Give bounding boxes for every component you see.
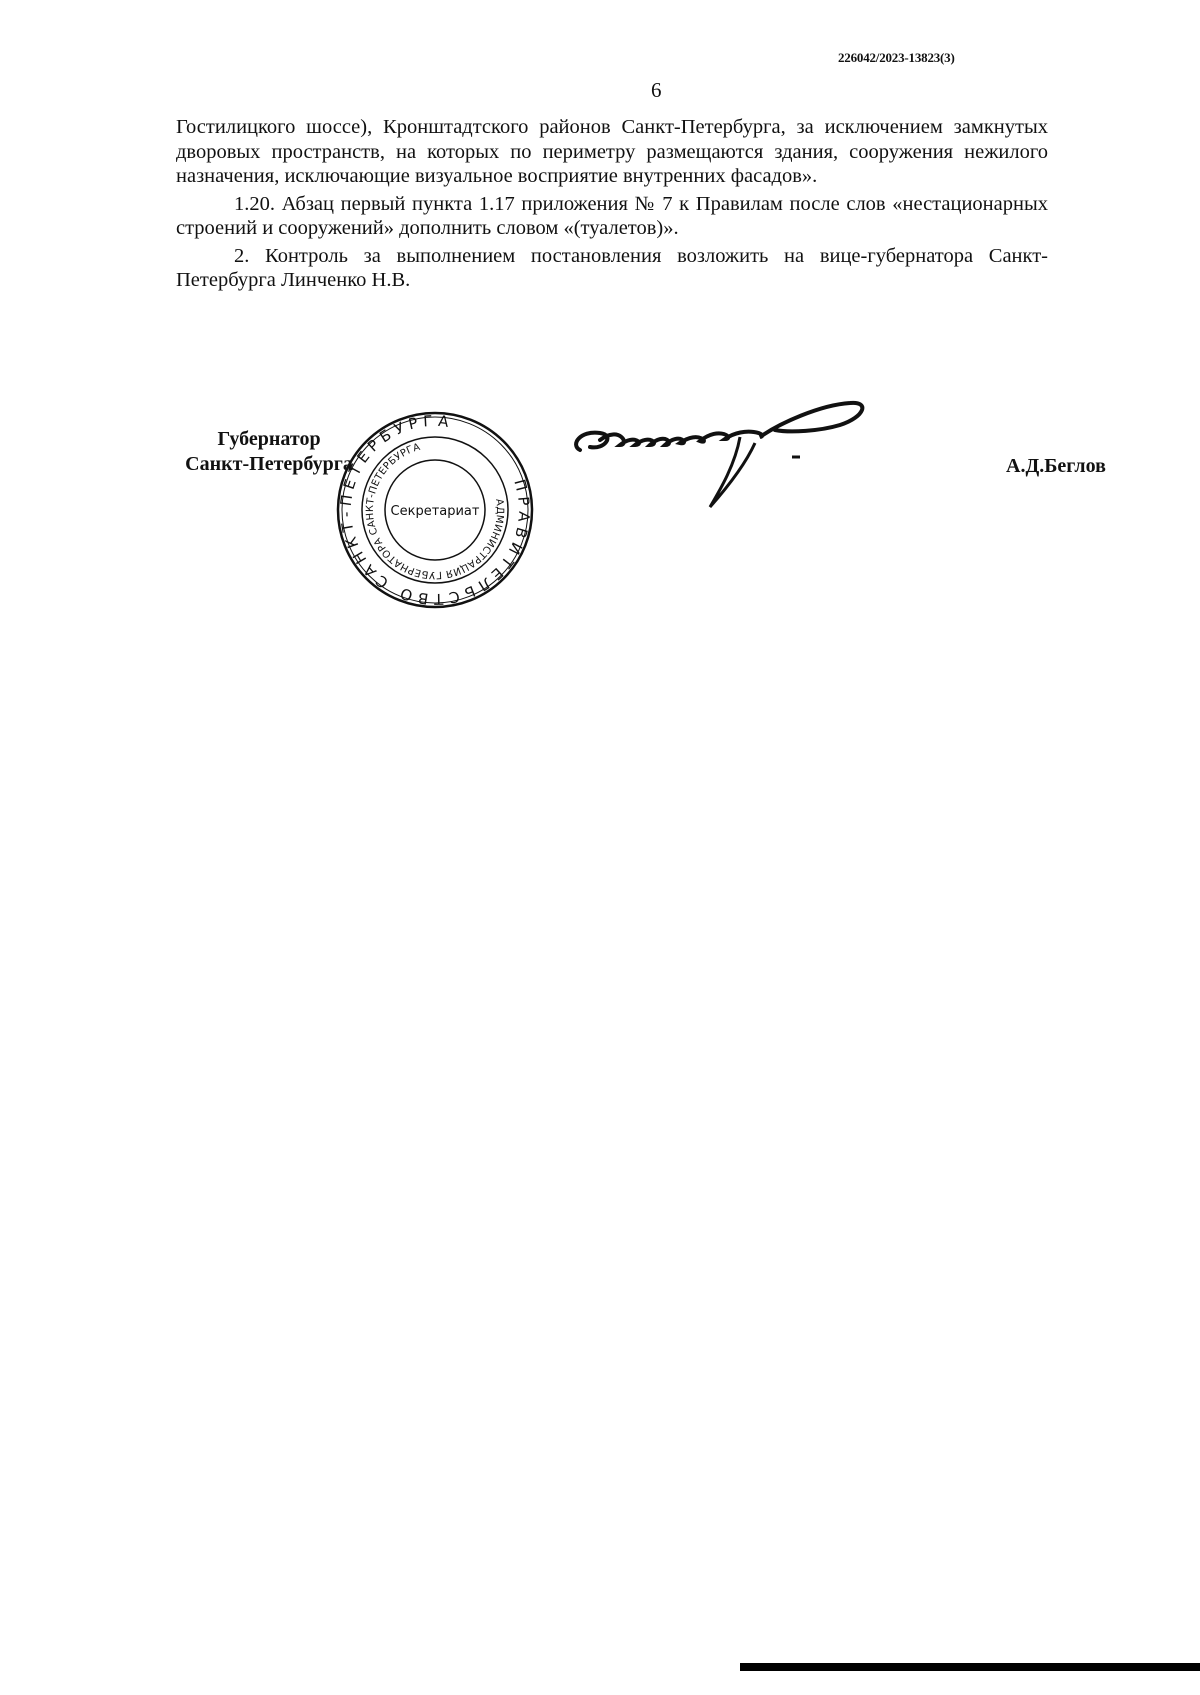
paragraph-continuation: Гостилицкого шоссе), Кронштадтского районов Санкт-Петербурга, за исключением замкнутых дворовых пространств, на которых по периметру размещаются здания, сооружения нежилого назначения, исключающие визуальное восприятие внутренних фасадов». bbox=[176, 116, 1048, 187]
position-line-1: Губернатор bbox=[217, 428, 321, 450]
document-number: 226042/2023-13823(3) bbox=[838, 50, 955, 65]
official-seal bbox=[335, 410, 535, 610]
handwritten-signature bbox=[560, 395, 900, 515]
paragraph-2: 2. Контроль за выполнением постановления возложить на вице-губернатора Санкт-Петербурга Линченко Н.В. bbox=[176, 244, 1048, 291]
seal-center-text: Секретариат bbox=[390, 504, 480, 519]
signatory-name: А.Д.Беглов bbox=[1006, 455, 1106, 477]
position-line-2: Санкт-Петербурга bbox=[185, 453, 353, 475]
seal-inner-text: АДМИНИСТРАЦИЯ ГУБЕРНАТОРА САНКТ-ПЕТЕРБУРГА bbox=[364, 441, 506, 581]
scan-edge-bar bbox=[740, 1663, 1200, 1671]
paragraph-1-20: 1.20. Абзац первый пункта 1.17 приложения № 7 к Правилам после слов «нестационарных строений и сооружений» дополнить словом «(туалетов)». bbox=[176, 192, 1048, 239]
page-number: 6 bbox=[651, 78, 662, 102]
seal-outer-text: ПРАВИТЕЛЬСТВО САНКТ-ПЕТЕРБУРГА bbox=[336, 411, 534, 609]
document-body bbox=[176, 115, 1048, 293]
